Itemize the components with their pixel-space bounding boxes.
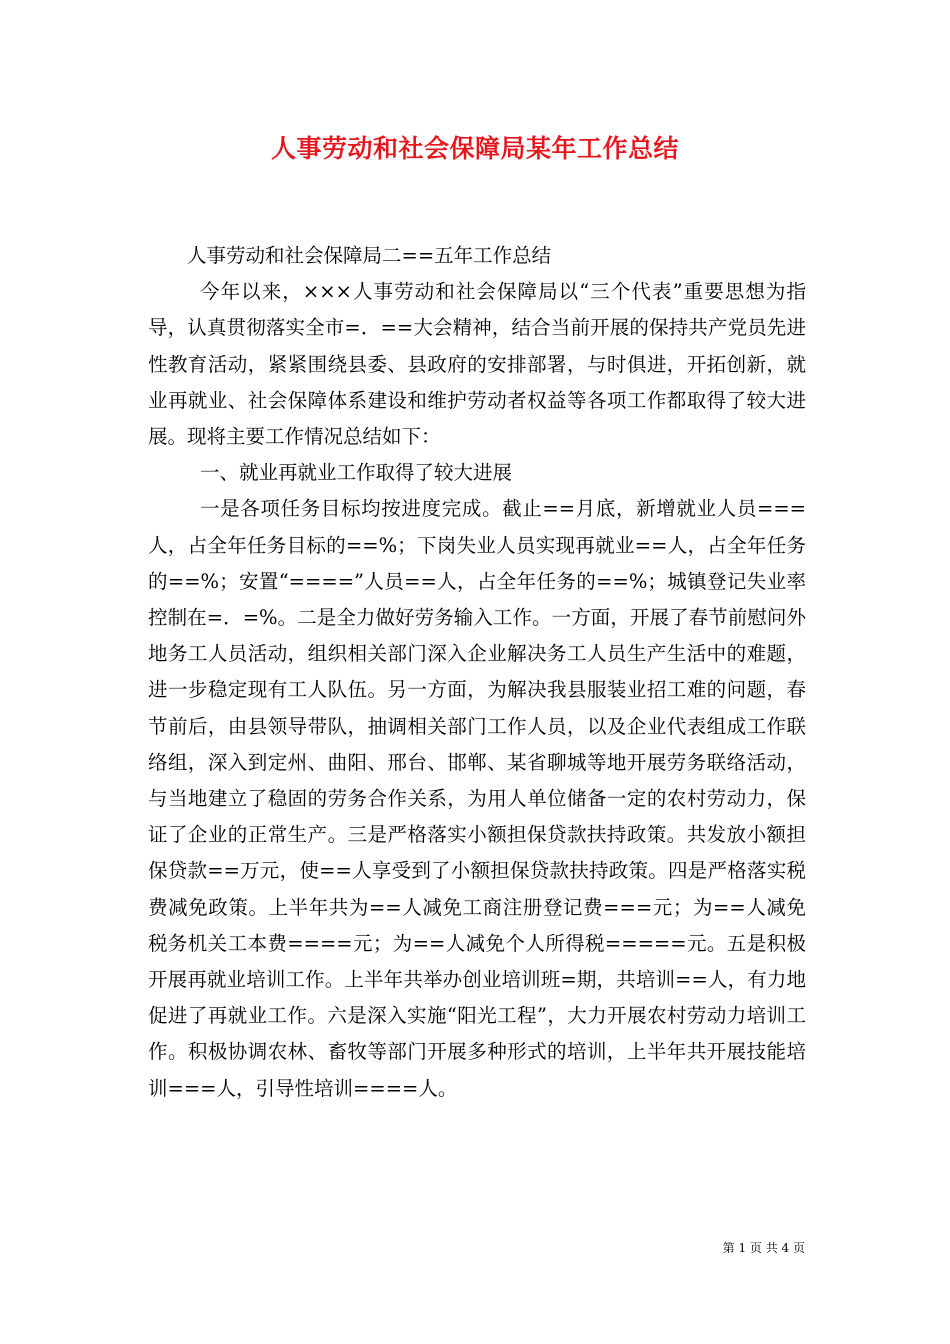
- page-number: 第 1 页 共 4 页: [722, 1241, 805, 1255]
- document-subtitle: 人事劳动和社会保障局二==五年工作总结: [187, 244, 552, 267]
- paragraph-intro: 今年以来，×××人事劳动和社会保障局以“三个代表”重要思想为指导，认真贯彻落实全市=．==大会精神，结合当前开展的保持共产党员先进性教育活动，紧紧围绕县委、县政府的安排部署，与时俱进，开拓创新，就业再就业、社会保障体系建设和维护劳动者权益等各项工作都取得了较大进展。现将主要工作情况总结如下：: [148, 280, 806, 449]
- section-heading-employment: 一、就业再就业工作取得了较大进展: [200, 461, 513, 485]
- document-body: [148, 238, 806, 1107]
- document-title: 人事劳动和社会保障局某年工作总结: [270, 134, 679, 163]
- paragraph-employment-details: 一是各项任务目标均按进度完成。截止==月底，新增就业人员===人，占全年任务目标的==%；下岗失业人员实现再就业==人，占全年任务的==%；安置“====”人员==人，占全年任务的==%；城镇登记失业率控制在=．=%。二是全力做好劳务输入工作。一方面，开展了春节前慰问外地务工人员活动，组织相关部门深入企业解决务工人员生产生活中的难题，进一步稳定现有工人队伍。另一方面，为解决我县服装业招工难的问题，春节前后，由县领导带队，抽调相关部门工作人员，以及企业代表组成工作联络组，深入到定州、曲阳、邢台、邯郸、某省聊城等地开展劳务联络活动，与当地建立了稳固的劳务合作关系，为用人单位储备一定的农村劳动力，保证了企业的正常生产。三是严格落实小额担保贷款扶持政策。共发放小额担保贷款==万元，使==人享受到了小额担保贷款扶持政策。四是严格落实税费减免政策。上半年共为==人减免工商注册登记费===元；为==人减免税务机关工本费====元；为==人减免个人所得税=====元。五是积极开展再就业培训工作。上半年共举办创业培训班=期，共培训==人，有力地促进了再就业工作。六是深入实施“阳光工程”，大力开展农村劳动力培训工作。积极协调农林、畜牧等部门开展多种形式的培训，上半年共开展技能培训===人，引导性培训====人。: [148, 497, 806, 1100]
